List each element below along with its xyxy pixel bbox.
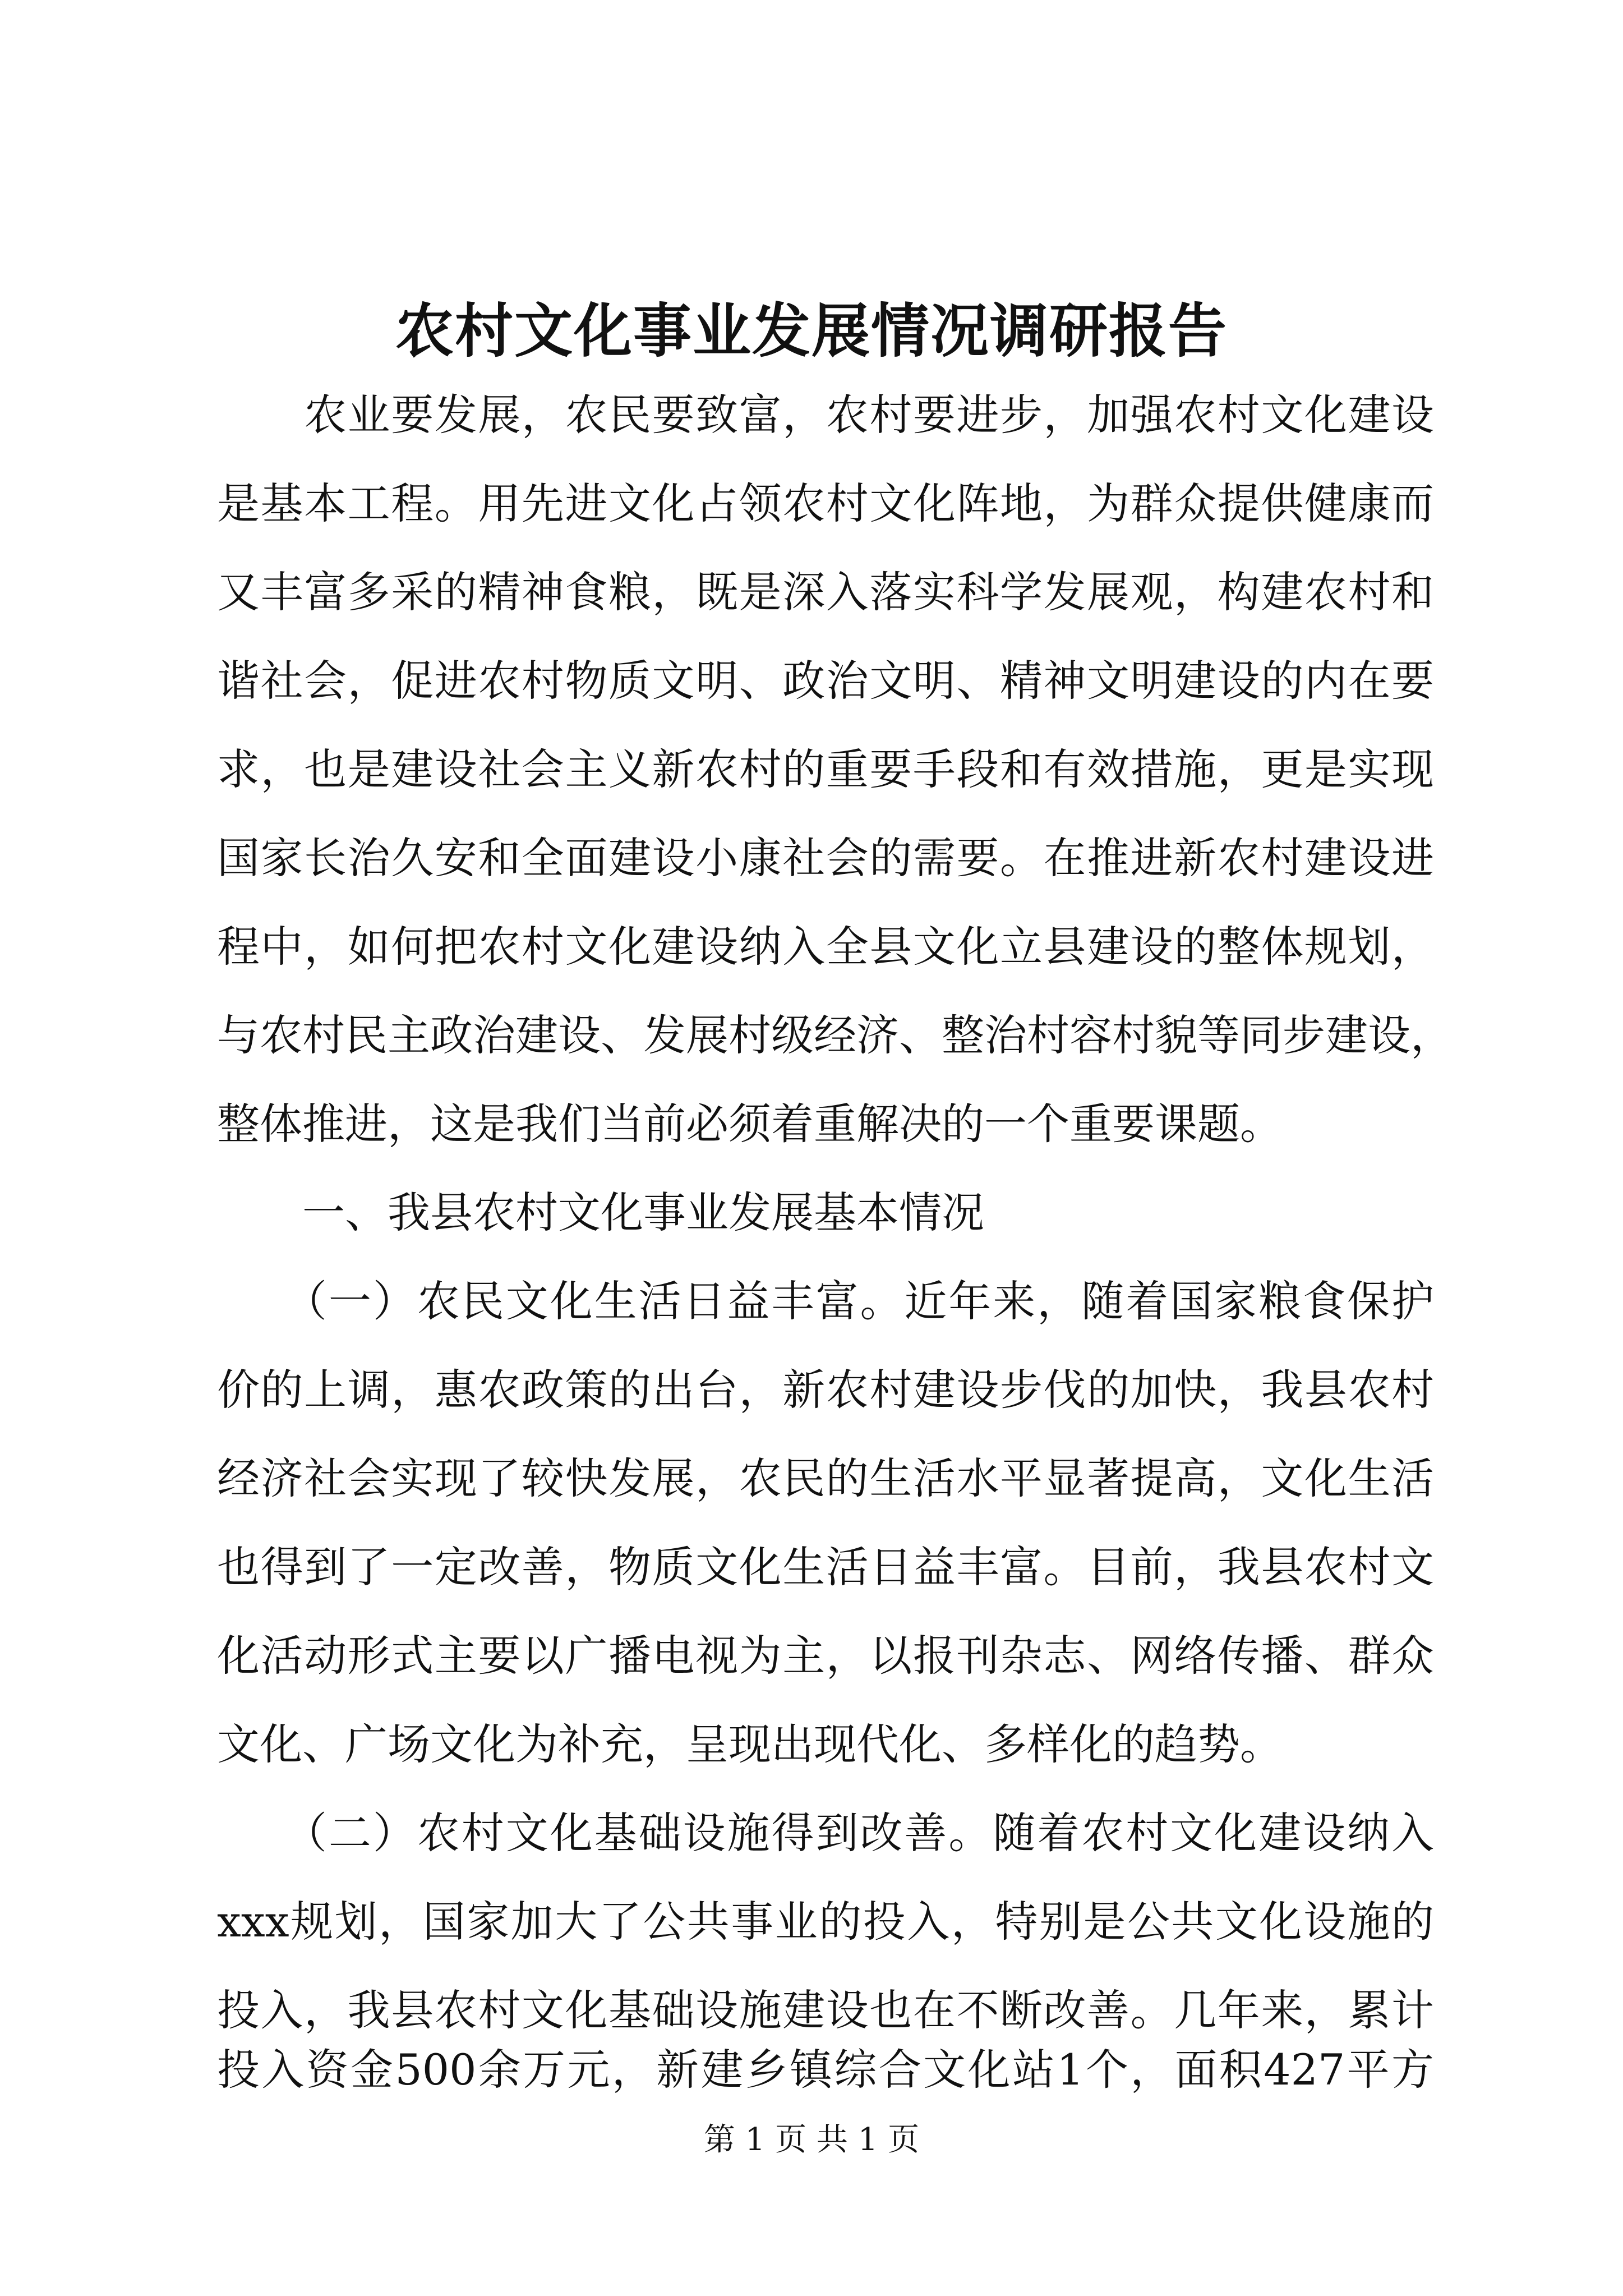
paragraph-line: 是基本工程。用先进文化占领农村文化阵地，为群众提供健康而	[217, 478, 1434, 528]
paragraph-line: 农业要发展，农民要致富，农村要进步，加强农村文化建设	[217, 390, 1434, 440]
section-heading: 一、我县农村文化事业发展基本情况	[217, 1188, 984, 1237]
paragraph-line: 谐社会，促进农村物质文明、政治文明、精神文明建设的内在要	[217, 656, 1434, 706]
paragraph-line: 又丰富多采的精神食粮，既是深入落实科学发展观，构建农村和	[217, 567, 1434, 617]
paragraph-line: 整体推进，这是我们当前必须着重解决的一个重要课题。	[217, 1099, 1283, 1149]
document-title: 农村文化事业发展情况调研报告	[395, 296, 1228, 365]
paragraph-line: 国家长治久安和全面建设小康社会的需要。在推进新农村建设进	[217, 833, 1434, 883]
paragraph-line: 化活动形式主要以广播电视为主，以报刊杂志、网络传播、群众	[217, 1631, 1434, 1681]
paragraph-line: （一）农民文化生活日益丰富。近年来，随着国家粮食保护	[217, 1276, 1434, 1326]
paragraph-line: 文化、广场文化为补充，呈现出现代化、多样化的趋势。	[217, 1719, 1283, 1769]
paragraph-line: 投入，我县农村文化基础设施建设也在不断改善。几年来，累计	[217, 1985, 1434, 2035]
paragraph-line: 与农村民主政治建设、发展村级经济、整治村容村貌等同步建设，	[217, 1010, 1453, 1060]
paragraph-line: 经济社会实现了较快发展，农民的生活水平显著提高，文化生活	[217, 1453, 1434, 1503]
paragraph-line: 价的上调，惠农政策的出台，新农村建设步伐的加快，我县农村	[217, 1365, 1434, 1415]
paragraph-line: 求，也是建设社会主义新农村的重要手段和有效措施，更是实现	[217, 744, 1434, 794]
page-footer: 第 1 页 共 1 页	[703, 2122, 920, 2158]
paragraph-line: 也得到了一定改善，物质文化生活日益丰富。目前，我县农村文	[217, 1542, 1434, 1592]
paragraph-line: xxx规划，国家加大了公共事业的投入，特别是公共文化设施的	[217, 1897, 1434, 1947]
paragraph-line: （二）农村文化基础设施得到改善。随着农村文化建设纳入	[217, 1808, 1434, 1858]
paragraph-line: 投入资金500余万元，新建乡镇综合文化站1个，面积427平方	[217, 2045, 1434, 2095]
paragraph-line: 程中，如何把农村文化建设纳入全县文化立县建设的整体规划，	[217, 922, 1434, 972]
